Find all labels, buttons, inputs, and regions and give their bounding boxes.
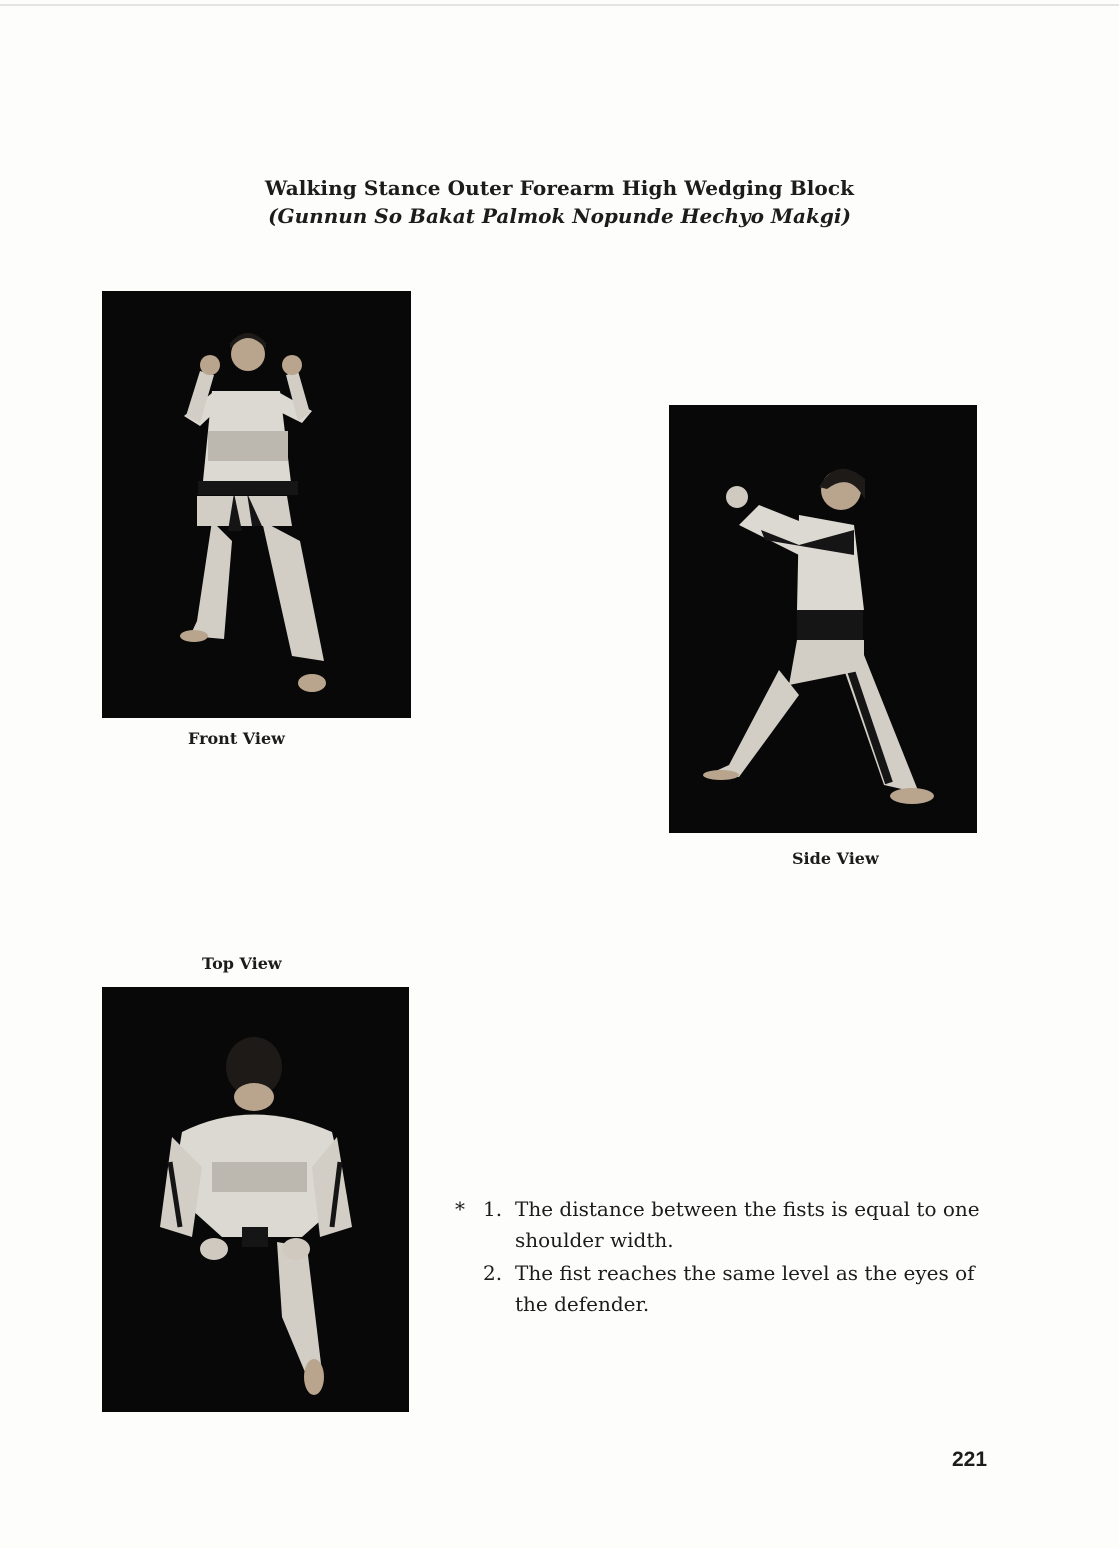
asterisk-marker: * — [455, 1197, 465, 1221]
page-title: Walking Stance Outer Forearm High Wedging Block — [264, 176, 855, 200]
side-view-caption: Side View — [792, 849, 879, 868]
scan-edge-line — [0, 4, 1119, 6]
side-view-figure — [669, 405, 977, 833]
front-view-photo — [102, 291, 411, 718]
top-view-photo — [102, 987, 409, 1412]
page-subtitle: (Gunnun So Bakat Palmok Nopunde Hechyo Makgi) — [268, 204, 851, 228]
note-item — [455, 1194, 995, 1256]
note-item — [455, 1258, 995, 1320]
note-number: 2. — [483, 1261, 503, 1285]
side-view-photo — [669, 405, 977, 833]
top-view-caption: Top View — [202, 954, 282, 973]
note-number: 1. — [483, 1197, 503, 1221]
top-view-figure — [102, 987, 409, 1412]
front-view-caption: Front View — [188, 729, 285, 748]
front-view-figure — [102, 291, 411, 718]
technique-notes — [455, 1194, 995, 1322]
note-text: The fist reaches the same level as the eyes of the defender. — [515, 1261, 975, 1316]
page-number: 221 — [952, 1448, 988, 1471]
note-text: The distance between the fists is equal to one shoulder width. — [515, 1197, 980, 1252]
